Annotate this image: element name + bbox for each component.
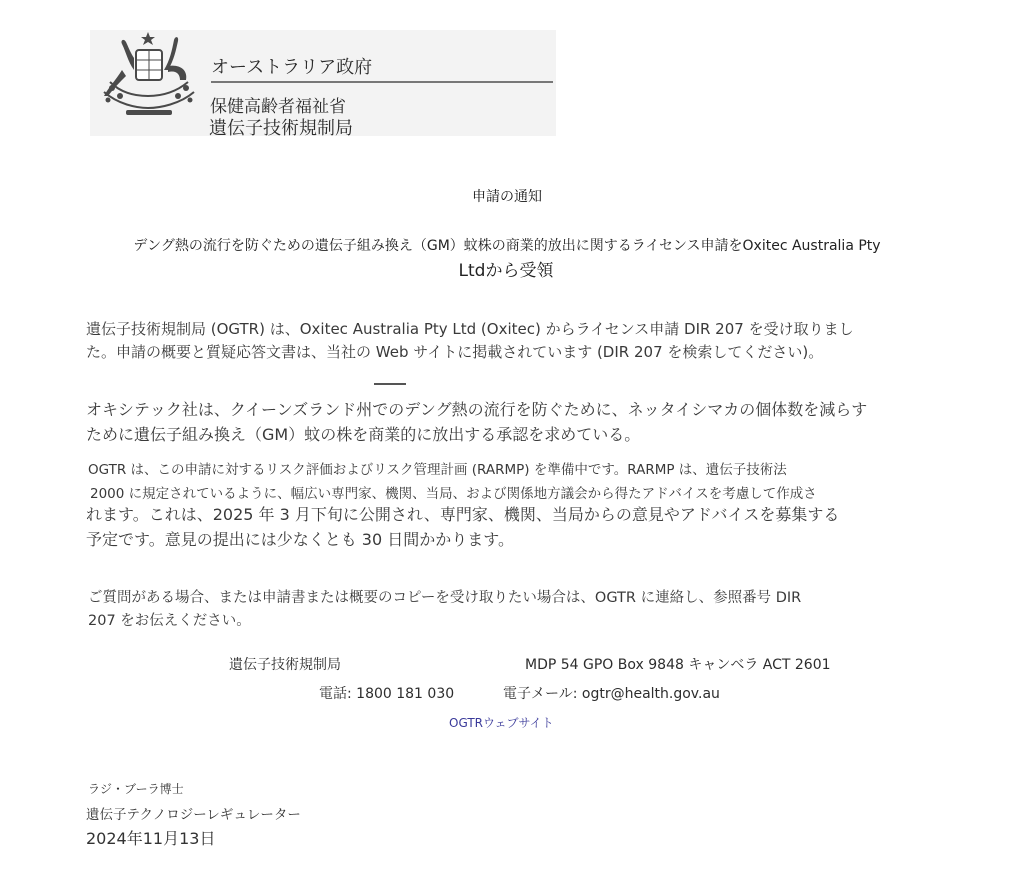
section-divider — [374, 383, 406, 385]
website-link[interactable]: OGTRウェブサイト — [449, 716, 554, 730]
paragraph-3-line-2: 2000 に規定されているように、幅広い専門家、機関、当局、および関係地方議会から得たアドバイスを考慮して作成さ — [90, 486, 817, 502]
paragraph-4-line-2: 207 をお伝えください。 — [88, 613, 251, 629]
coat-of-arms-icon — [90, 30, 208, 116]
subject-line-1: デング熱の流行を防ぐための遺伝子組み換え（GM）蚊株の商業的放出に関するライセンス申請をOxitec Australia Pty — [133, 238, 881, 254]
paragraph-4-line-1: ご質問がある場合、または申請書または概要のコピーを受け取りたい場合は、OGTR に連絡し、参照番号 DIR — [88, 590, 802, 606]
paragraph-2-line-1: オキシテック社は、クイーンズランド州でのデング熱の流行を防ぐために、ネッタイシマカの個体数を減らす — [86, 400, 868, 419]
government-name: オーストラリア政府 — [211, 57, 373, 78]
signatory-name: ラジ・ブーラ博士 — [88, 782, 184, 796]
contact-office: 遺伝子技術規制局 — [229, 657, 341, 673]
paragraph-1-line-2: た。申請の概要と質疑応答文書は、当社の Web サイトに掲載されています (DIR 207 を検索してください)。 — [86, 343, 824, 361]
contact-email: 電子メール: ogtr@health.gov.au — [503, 686, 720, 702]
notice-title: 申請の通知 — [472, 189, 542, 205]
signatory-title: 遺伝子テクノロジーレギュレーター — [86, 807, 301, 823]
paragraph-3-line-3: れます。これは、2025 年 3 月下旬に公開され、専門家、機関、当局からの意見やアドバイスを募集する — [86, 505, 840, 524]
contact-phone: 電話: 1800 181 030 — [319, 686, 455, 702]
paragraph-2-line-2: ために遺伝子組み換え（GM）蚊の株を商業的に放出する承認を求めている。 — [86, 425, 641, 444]
department-name: 保健高齢者福祉省 — [210, 97, 346, 117]
paragraph-3-line-1: OGTR は、この申請に対するリスク評価およびリスク管理計画 (RARMP) を準備中です。RARMP は、遺伝子技術法 — [88, 462, 787, 478]
paragraph-1-line-1: 遺伝子技術規制局 (OGTR) は、Oxitec Australia Pty Ltd (Oxitec) からライセンス申請 DIR 207 を受け取りまし — [86, 320, 854, 338]
contact-address: MDP 54 GPO Box 9848 キャンベラ ACT 2601 — [525, 657, 831, 673]
notice-date: 2024年11月13日 — [86, 829, 216, 848]
paragraph-3-line-4: 予定です。意見の提出には少なくとも 30 日間かかります。 — [86, 530, 514, 549]
subject-line-2: Ltdから受領 — [458, 261, 554, 281]
header-divider — [211, 81, 553, 83]
regulator-name: 遺伝子技術規制局 — [209, 118, 353, 139]
